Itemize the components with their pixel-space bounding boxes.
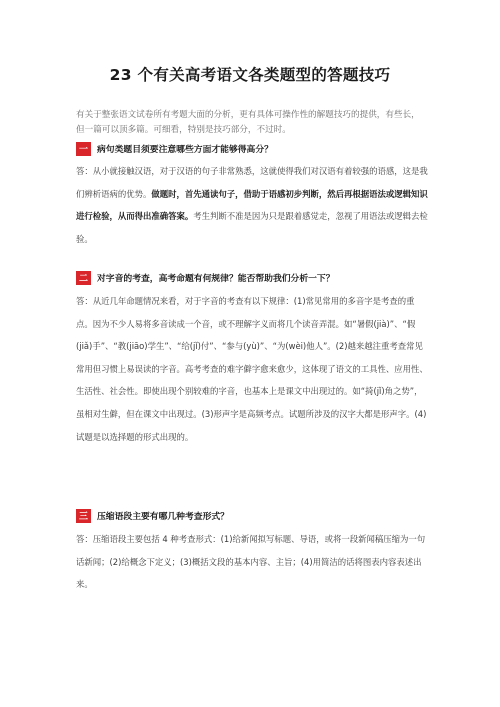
page-title: 23 个有关高考语文各类题型的答题技巧 [109, 66, 391, 84]
section-2-header [76, 270, 426, 285]
section-question: 压缩语段主要有哪几种考查形式？ [97, 512, 229, 522]
section-number-badge: 二 [76, 271, 91, 285]
section-1-answer [76, 160, 428, 250]
section-question: 病句类题目须要注意哪些方面才能够得高分？ [97, 145, 273, 155]
section-2-answer: 答：从近几年命题情况来看，对于字音的考查有以下规律：(1)常见常用的多音字是考查的重点。因为不少人易将多音读成一个音，或不理解字义而将几个读音弄混。如“暑假(jià)”、“假(jiǎ)手”、“教(jiāo)学生”、“给(jǐ)付”、“参与(yù)”、“为(wèi)他人”。(2)越来越注重考查常见常用但习惯上易误读的字音。高考考查的难字僻字愈来愈少，这体现了语文的工具性、应用性、生活性、社会性。即使出现个别较难的字音，也基本上是课文中出现过的。如“掎(jǐ)角之势”，虽相对生僻，但在课文中出现过。(3)形声字是高频考点。试题所涉及的汉字大都是形声字。(4)试题是以选择题的形式出现的。 [76, 296, 428, 442]
section-number-badge: 三 [76, 509, 91, 523]
section-3-header [76, 508, 426, 523]
intro-paragraph: 有关于整张语文试卷所有考题大面的分析，更有具体可操作性的解题技巧的提供，有些长，但一篇可以顶多篇。可细看，特别是技巧部分，不过时。 [76, 110, 420, 135]
answer-text: 答：从小就接触汉语，对于汉语的句子非常熟悉，这就使得我们对汉语有着较强的语感，这是我们辨析语病的优势。 [76, 166, 428, 199]
section-question: 对字音的考查，高考命题有何规律？能否帮助我们分析一下？ [97, 274, 335, 284]
answer-bold-text: 做题时，首先通读句子，借助于语感初步判断，然后再根据语法或逻辑知识进行检验，从而得出准确答案。 [76, 188, 428, 222]
section-1-header [76, 141, 426, 156]
answer-text: 考生判断不准是因为只是跟着感觉走，忽视了用语法或逻辑去检验。 [76, 211, 428, 244]
section-3-answer: 答：压缩语段主要包括 4 种考查形式：(1)给新闻拟写标题、导语，或将一段新闻稿压缩为一句话新闻；(2)给概念下定义；(3)概括文段的基本内容、主旨；(4)用简洁的话将图表内容表述出来。 [76, 534, 426, 590]
section-number-badge: 一 [76, 142, 91, 156]
